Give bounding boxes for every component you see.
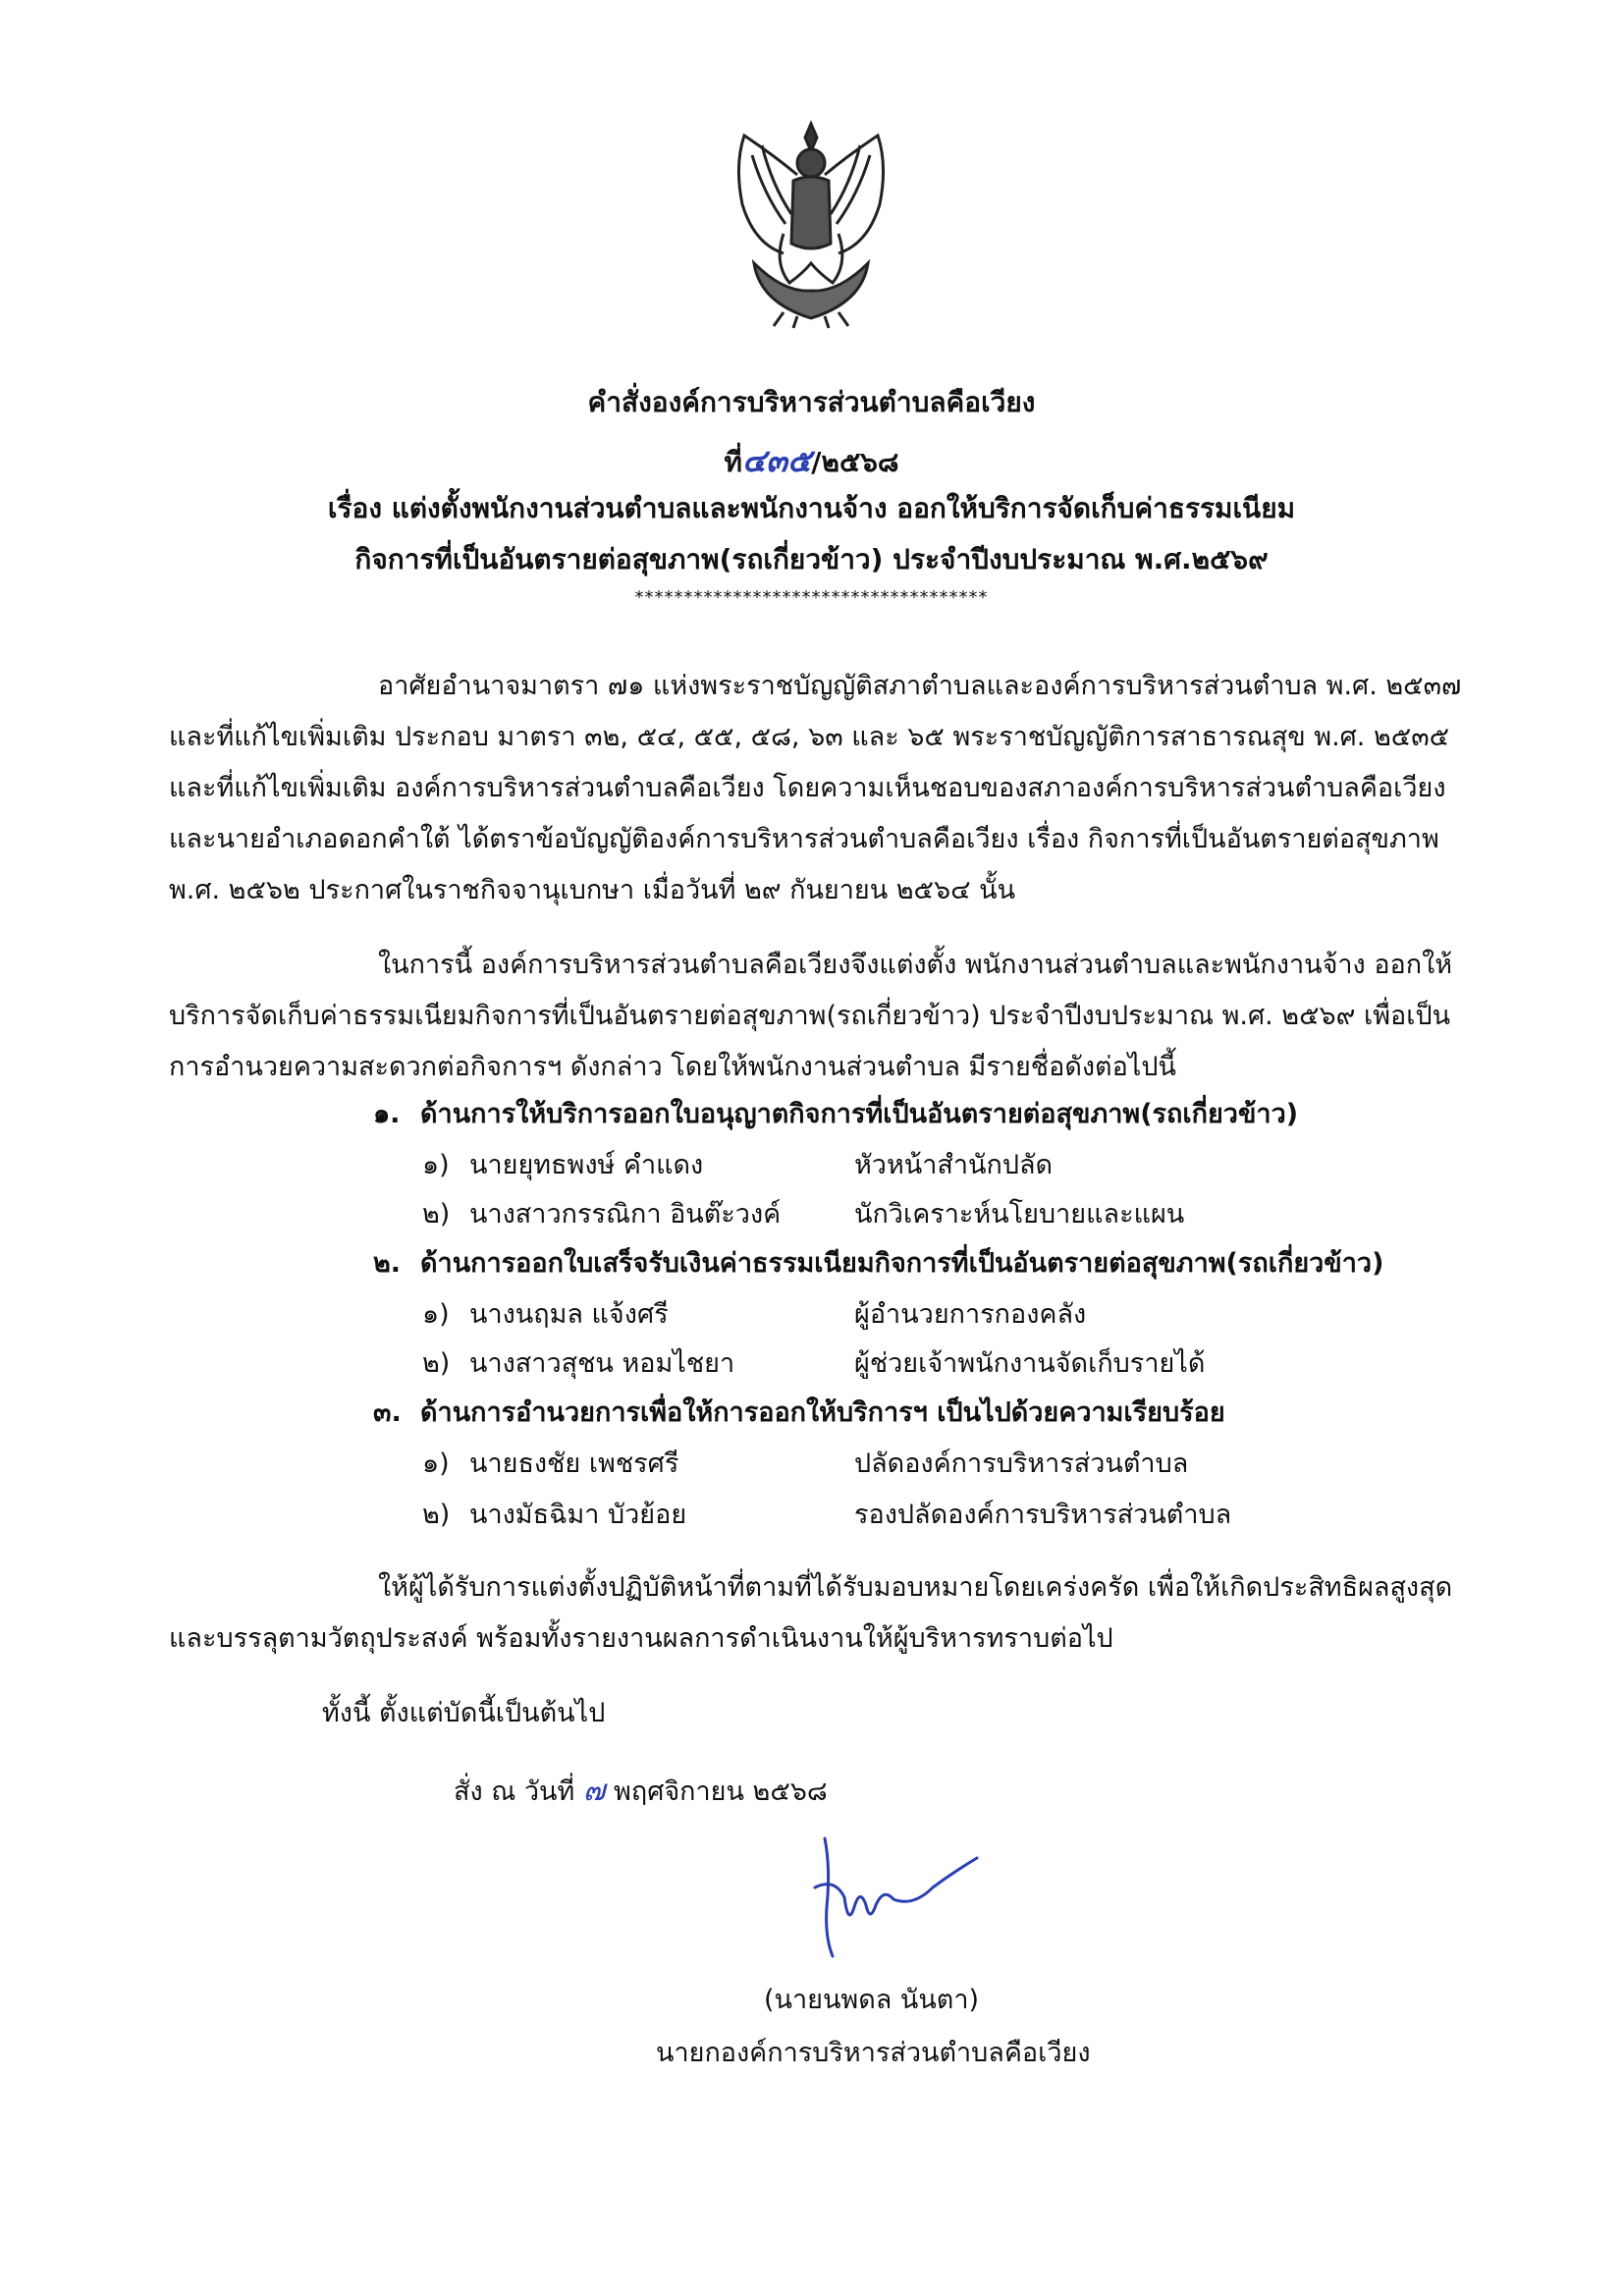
person-number: ๒) <box>422 1348 451 1379</box>
para1-line: และที่แก้ไขเพิ่มเติม องค์การบริหารส่วนตำบลคือเวียง โดยความเห็นชอบของสภาองค์การบริหารส่วนตำบลคือเวียง <box>169 773 1446 803</box>
person-name: นางมัธฉิมา บัวย้อย <box>469 1500 687 1530</box>
signature-mark <box>805 1829 1001 1976</box>
person-name: นางนฤมล แจ้งศรี <box>469 1299 669 1330</box>
person-number: ๒) <box>422 1199 451 1230</box>
para1-line: พ.ศ. ๒๕๖๒ ประกาศในราชกิจจานุเบกษา เมื่อวันที่ ๒๙ กันยายน ๒๕๖๔ นั้น <box>169 875 1016 905</box>
separator-line: ************************************ <box>634 587 989 608</box>
number-handwritten: ๔๓๕ <box>741 442 812 479</box>
person-name: นายยุทธพงษ์ คำแดง <box>469 1150 704 1180</box>
person-number: ๑) <box>422 1449 450 1479</box>
section-1-heading: ด้านการให้บริการออกใบอนุญาตกิจการที่เป็นอันตรายต่อสุขภาพ(รถเกี่ยวข้าว) <box>420 1099 1299 1129</box>
para1-line: และที่แก้ไขเพิ่มเติม ประกอบ มาตรา ๓๒, ๕๔, ๕๕, ๕๘, ๖๓ และ ๖๕ พระราชบัญญัติการสาธารณสุข พ.ศ. ๒๕๓๕ <box>169 722 1450 752</box>
person-name: นายธงชัย เพชรศรี <box>469 1449 679 1479</box>
subject-line-2: กิจการที่เป็นอันตรายต่อสุขภาพ(รถเกี่ยวข้าว) ประจำปีงบประมาณ พ.ศ.๒๕๖๙ <box>354 543 1269 575</box>
para3-line: และบรรลุตามวัตถุประสงค์ พร้อมทั้งรายงานผลการดำเนินงานให้ผู้บริหารทราบต่อไป <box>169 1623 1113 1654</box>
person-number: ๑) <box>422 1150 450 1180</box>
para2-line: ในการนี้ องค์การบริหารส่วนตำบลคือเวียงจึงแต่งตั้ง พนักงานส่วนตำบลและพนักงานจ้าง ออกให้ <box>378 950 1453 980</box>
section-2-heading: ด้านการออกใบเสร็จรับเงินค่าธรรมเนียมกิจการที่เป็นอันตรายต่อสุขภาพ(รถเกี่ยวข้าว) <box>420 1248 1384 1279</box>
person-position: นักวิเคราะห์นโยบายและแผน <box>854 1199 1185 1230</box>
person-number: ๑) <box>422 1299 450 1330</box>
person-position: รองปลัดองค์การบริหารส่วนตำบล <box>854 1500 1232 1530</box>
signer-title: นายกองค์การบริหารส่วนตำบลคือเวียง <box>656 2038 1091 2068</box>
garuda-emblem-icon <box>715 116 907 332</box>
person-name: นางสาวกรรณิกา อินต๊ะวงค์ <box>469 1199 782 1230</box>
para2-line: บริการจัดเก็บค่าธรรมเนียมกิจการที่เป็นอันตรายต่อสุขภาพ(รถเกี่ยวข้าว) ประจำปีงบประมาณ พ.ศ. ๒๕๖๙ เพื่อเป็น <box>169 1001 1451 1031</box>
section-2-number: ๒. <box>373 1248 402 1279</box>
para1-line: อาศัยอำนาจมาตรา ๗๑ แห่งพระราชบัญญัติสภาตำบลและองค์การบริหารส่วนตำบล พ.ศ. ๒๕๓๗ <box>378 671 1462 701</box>
person-name: นางสาวสุชน หอมไชยา <box>469 1348 735 1379</box>
person-position: ปลัดองค์การบริหารส่วนตำบล <box>854 1449 1189 1479</box>
section-1-number: ๑. <box>373 1099 401 1129</box>
para1-line: และนายอำเภอดอกคำใต้ ได้ตราข้อบัญญัติองค์การบริหารส่วนตำบลคือเวียง เรื่อง กิจการที่เป็นอันตรายต่อสุขภาพ <box>169 824 1439 854</box>
number-suffix: /๒๕๖๘ <box>811 446 899 478</box>
order-title: คำสั่งองค์การบริหารส่วนตำบลคือเวียง <box>587 386 1036 418</box>
signer-name: (นายนพดล นันตา) <box>764 1985 980 2015</box>
section-3-number: ๓. <box>373 1397 402 1428</box>
person-number: ๒) <box>422 1500 451 1530</box>
date-prefix: สั่ง ณ วันที่ <box>454 1777 575 1807</box>
subject-line-1: เรื่อง แต่งตั้งพนักงานส่วนตำบลและพนักงานจ้าง ออกให้บริการจัดเก็บค่าธรรมเนียม <box>327 492 1296 524</box>
section-3-heading: ด้านการอำนวยการเพื่อให้การออกให้บริการฯ เป็นไปด้วยความเรียบร้อย <box>420 1397 1225 1428</box>
number-prefix: ที่ <box>724 446 742 478</box>
order-number <box>0 436 1623 486</box>
person-position: ผู้อำนวยการกองคลัง <box>854 1299 1087 1330</box>
order-date <box>454 1768 828 1814</box>
person-position: ผู้ช่วยเจ้าพนักงานจัดเก็บรายได้ <box>854 1348 1206 1379</box>
para2-line: การอำนวยความสะดวกต่อกิจการฯ ดังกล่าว โดยให้พนักงานส่วนตำบล มีรายชื่อดังต่อไปนี้ <box>169 1052 1176 1082</box>
para3-line: ให้ผู้ได้รับการแต่งตั้งปฏิบัติหน้าที่ตามที่ได้รับมอบหมายโดยเคร่งครัด เพื่อให้เกิดประสิทธิผลสูงสุด <box>378 1572 1453 1603</box>
date-suffix: พฤศจิกายน ๒๕๖๘ <box>614 1777 828 1807</box>
effective-statement: ทั้งนี้ ตั้งแต่บัดนี้เป็นต้นไป <box>322 1698 606 1728</box>
person-position: หัวหน้าสำนักปลัด <box>854 1150 1054 1180</box>
date-day-handwritten: ๗ <box>582 1774 606 1808</box>
